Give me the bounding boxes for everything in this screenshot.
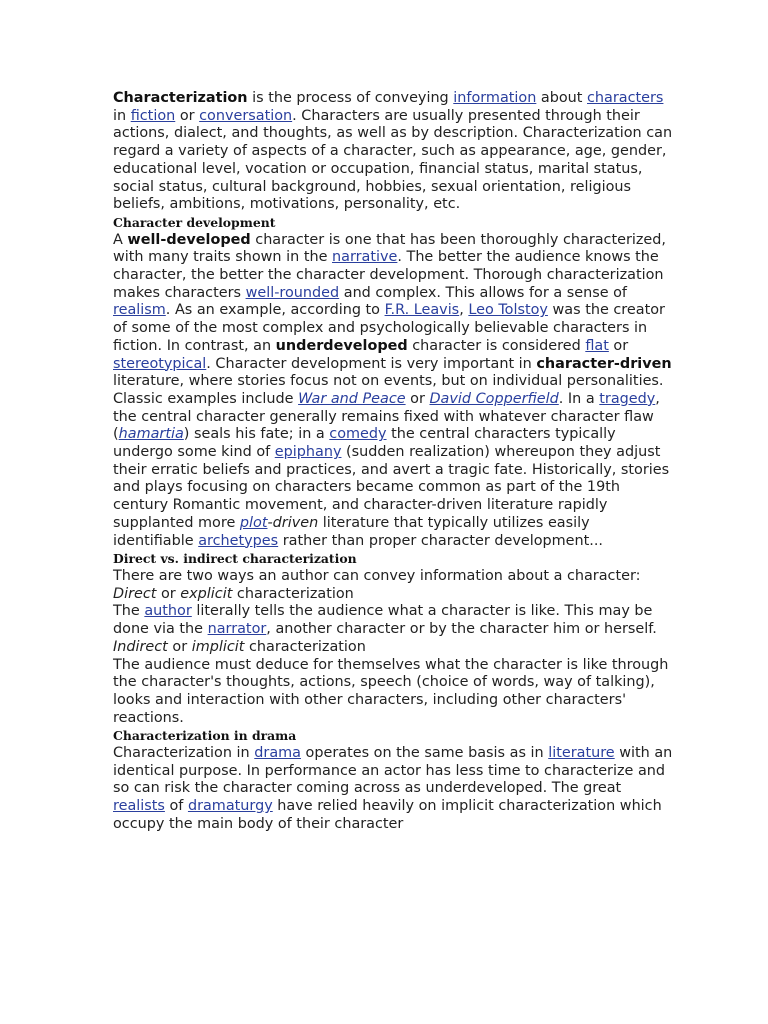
link-well-rounded[interactable]: well-rounded xyxy=(245,284,340,301)
link-comedy[interactable]: comedy xyxy=(329,426,387,443)
link-information[interactable]: information xyxy=(453,90,537,106)
term-underdeveloped: underdeveloped xyxy=(275,337,408,354)
link-hamartia[interactable]: hamartia xyxy=(118,426,184,443)
heading-characterization-in-drama: Characterization in drama xyxy=(113,728,297,744)
link-david-copperfield[interactable]: David Copperfield xyxy=(429,390,559,407)
heading-direct-vs-indirect: Direct vs. indirect characterization xyxy=(113,551,357,567)
direct-indirect-intro: There are two ways an author can convey information about a character: xyxy=(113,567,641,584)
heading-character-development: Character development xyxy=(113,214,276,230)
link-flat[interactable]: flat xyxy=(585,337,609,354)
subheading-indirect: Indirect or implicit characterization xyxy=(113,638,366,655)
link-tragedy[interactable]: tragedy xyxy=(599,390,656,407)
link-plot[interactable]: plot xyxy=(239,514,268,531)
link-narrative[interactable]: narrative xyxy=(332,249,398,266)
term-character-driven: character-driven xyxy=(536,355,672,372)
link-fr-leavis[interactable]: F.R. Leavis xyxy=(384,302,460,319)
direct-paragraph: The author literally tells the audience what a character is like. This may be done via the narrator, another character or by the character him or herself. xyxy=(113,603,657,638)
link-archetypes[interactable]: archetypes xyxy=(198,532,279,549)
development-paragraph: A well-developed character is one that has been thoroughly characterized, with many traits shown in the narrative. The better the audience knows the character, the better the character development. Thorough characterization makes characters well-rounded and complex. This allows for a sense of realism. As an example, according to F.R. Leavis, Leo Tolstoy was the creator of some of the most complex and psychologically believable characters in fiction. In contrast, an underdeveloped character is considered flat or stereotypical. Character development is very important in character-driven literature, where stories focus not on events, but on individual personalities. Classic examples include War and Peace or David Copperfield. In a tragedy, the central character generally remains fixed with whatever character flaw (hamartia) seals his fate; in a comedy the central characters typically undergo some kind of epiphany (sudden realization) whereupon they adjust their erratic beliefs and practices, and avert a tragic fate. Historically, stories and plays focusing on characters became common as part of the 19th century Romantic movement, and character-driven literature rapidly supplanted more plot-driven literature that typically utilizes easily identifiable archetypes rather than proper character development... xyxy=(113,231,672,549)
link-realists[interactable]: realists xyxy=(113,798,165,815)
link-dramaturgy[interactable]: dramaturgy xyxy=(187,798,273,815)
link-drama[interactable]: drama xyxy=(254,745,301,762)
term-well-developed: well-developed xyxy=(127,231,251,248)
link-epiphany[interactable]: epiphany xyxy=(274,444,342,461)
link-realism[interactable]: realism xyxy=(113,302,166,319)
link-fiction[interactable]: fiction xyxy=(130,107,176,124)
link-conversation[interactable]: conversation xyxy=(199,107,293,124)
link-characters[interactable]: characters xyxy=(587,90,664,106)
link-author[interactable]: author xyxy=(144,603,192,620)
indirect-paragraph: The audience must deduce for themselves what the character is like through the character's thoughts, actions, speech (choice of words, way of talking), looks and interaction with other characters, including other characters' reactions. xyxy=(113,656,669,726)
link-narrator[interactable]: narrator xyxy=(207,621,267,638)
subheading-direct: Direct or explicit characterization xyxy=(113,585,354,602)
link-leo-tolstoy[interactable]: Leo Tolstoy xyxy=(468,302,548,319)
term-characterization: Characterization xyxy=(113,90,248,106)
link-war-and-peace[interactable]: War and Peace xyxy=(298,390,406,407)
drama-paragraph: Characterization in drama operates on the same basis as in literature with an identical purpose. In performance an actor has less time to characterize and so can risk the character coming across as underdeveloped. The great realists of dramaturgy have relied heavily on implicit characterization which occupy the main body of their character xyxy=(113,745,673,832)
document-page xyxy=(113,90,673,834)
link-stereotypical[interactable]: stereotypical xyxy=(113,355,207,372)
link-literature[interactable]: literature xyxy=(548,745,615,762)
intro-paragraph: Characterization is the process of conveying information about characters in fiction or conversation. Characters are usually presented through their actions, dialect, and thoughts, as well as by description. Characterization can regard a variety of aspects of a character, such as appearance, age, gender, educational level, vocation or occupation, financial status, marital status, social status, cultural background, hobbies, sexual orientation, religious beliefs, ambitions, motivations, personality, etc. xyxy=(113,90,673,213)
